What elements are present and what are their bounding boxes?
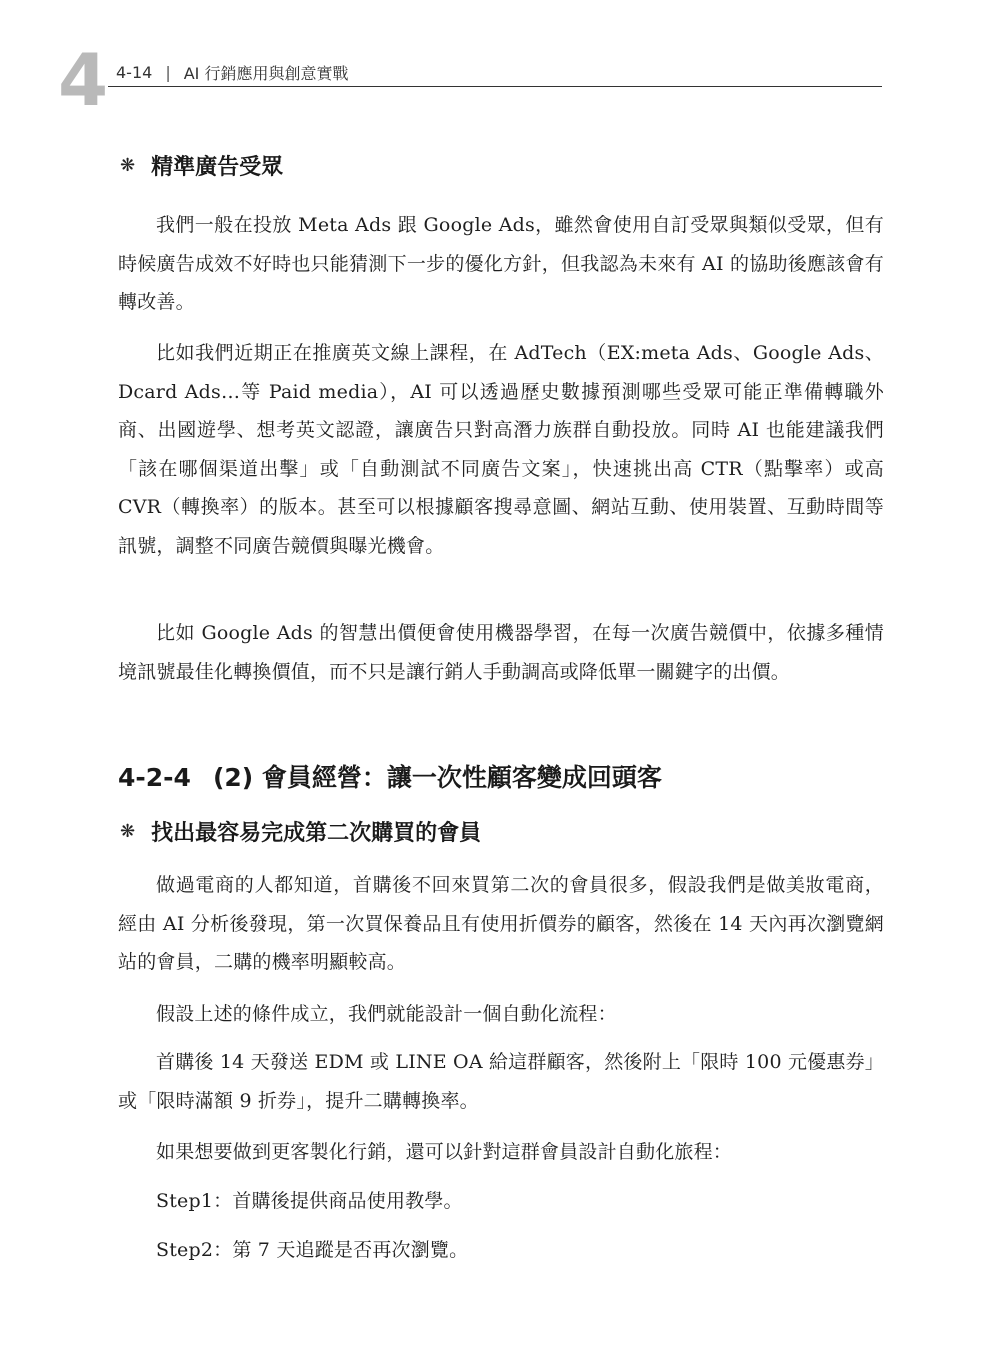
section-number: 4-2-4 <box>118 763 191 792</box>
page-number: 4-14 <box>116 62 153 82</box>
section-heading-second-purchase <box>120 816 481 847</box>
paragraph: 如果想要做到更客製化行銷，還可以針對這群會員設計自動化旅程： <box>156 1141 733 1163</box>
asterisk-bullet-icon: ❋ <box>120 821 136 842</box>
step-item: Step2：第 7 天追蹤是否再次瀏覽。 <box>156 1239 469 1261</box>
section-title-text: (2) 會員經營：讓一次性顧客變成回頭客 <box>212 763 662 792</box>
section-heading-text: 找出最容易完成第二次購買的會員 <box>151 821 482 846</box>
chapter-number: 4 <box>58 38 107 122</box>
header-rule <box>108 86 882 87</box>
header-separator: | <box>165 62 171 82</box>
book-title: AI 行銷應用與創意實戰 <box>183 63 349 83</box>
section-heading-audience <box>120 150 283 181</box>
paragraph: 做過電商的人都知道，首購後不回來買第二次的會員很多，假設我們是做美妝電商，經由 AI 分析後發現，第一次買保養品且有使用折價券的顧客，然後在 14 天內再次瀏覽網站的會員，二購的機率明顯較高。 <box>118 874 884 973</box>
paragraph: 首購後 14 天發送 EDM 或 LINE OA 給這群顧客，然後附上「限時 100 元優惠券」或「限時滿額 9 折券」，提升二購轉換率。 <box>118 1051 884 1112</box>
paragraph: 比如我們近期正在推廣英文線上課程，在 AdTech（EX:meta Ads、Google Ads、Dcard Ads…等 Paid media），AI 可以透過歷史數據預測哪些受眾可能正準備轉職外商、出國遊學、想考英文認證，讓廣告只對高潛力族群自動投放。同時 AI 也能建議我們「該在哪個渠道出擊」或「自動測試不同廣告文案」，快速挑出高 CTR（點擊率）或高 CVR（轉換率）的版本。甚至可以根據顧客搜尋意圖、網站互動、使用裝置、互動時間等訊號，調整不同廣告競價與曝光機會。 <box>118 342 884 557</box>
paragraph: 我們一般在投放 Meta Ads 跟 Google Ads，雖然會使用自訂受眾與類似受眾，但有時候廣告成效不好時也只能猜測下一步的優化方針，但我認為未來有 AI 的協助後應該會有轉改善。 <box>118 214 884 313</box>
section-title <box>118 758 662 794</box>
asterisk-bullet-icon: ❋ <box>120 155 136 176</box>
section-heading-text: 精準廣告受眾 <box>151 155 284 180</box>
running-header <box>116 60 348 84</box>
step-item: Step1：首購後提供商品使用教學。 <box>156 1190 463 1212</box>
paragraph: 比如 Google Ads 的智慧出價便會使用機器學習，在每一次廣告競價中，依據多種情境訊號最佳化轉換價值，而不只是讓行銷人手動調高或降低單一關鍵字的出價。 <box>118 622 884 683</box>
paragraph: 假設上述的條件成立，我們就能設計一個自動化流程： <box>156 1003 617 1025</box>
